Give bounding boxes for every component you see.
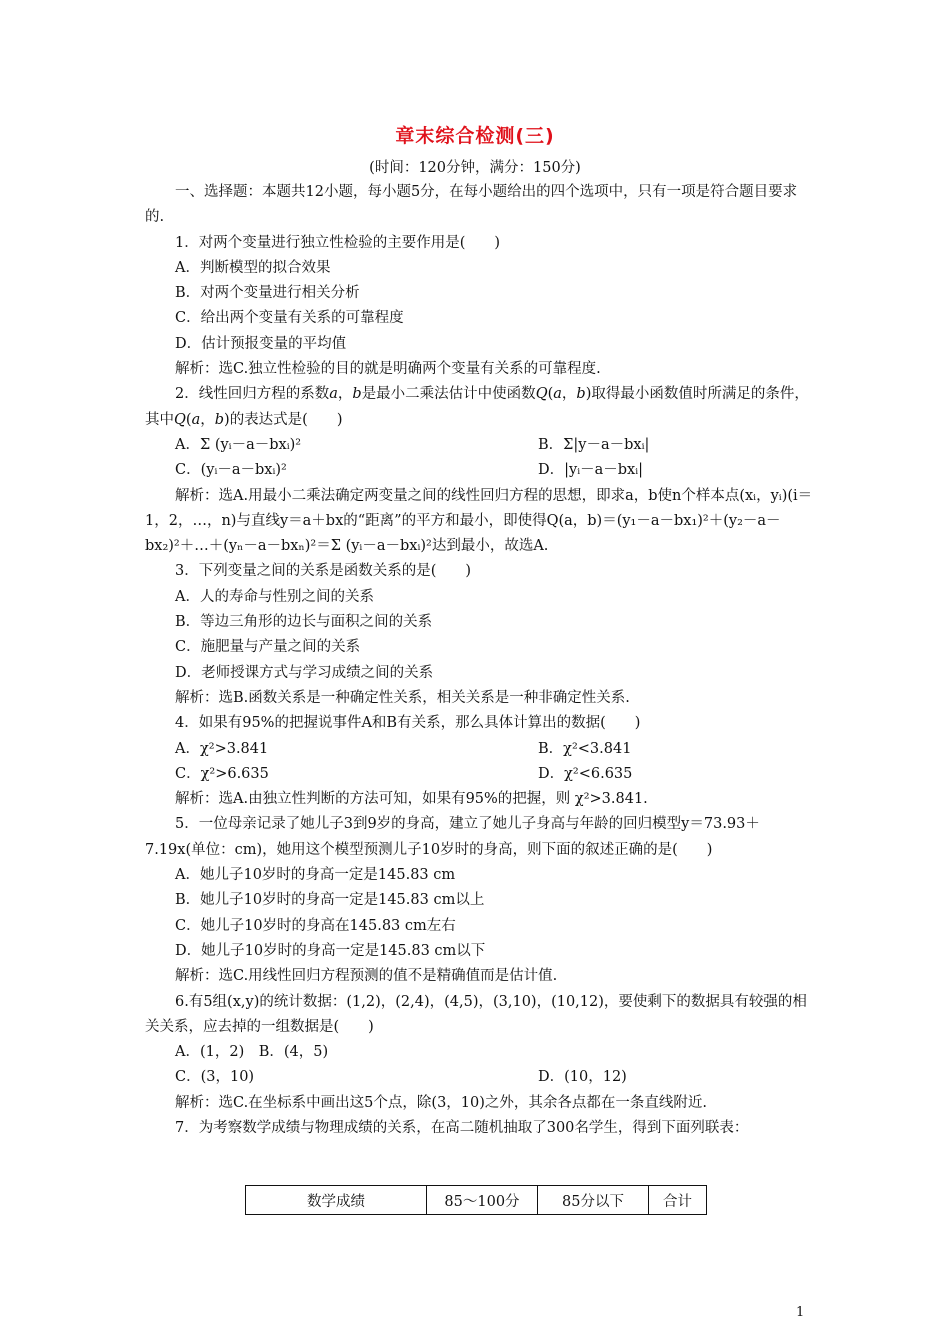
q1-option-d: D．估计预报变量的平均值 [175,335,347,352]
q1-analysis: 解析：选C.独立性检验的目的就是明确两个变量有关系的可靠程度. [175,361,601,378]
q4-option-a: A．χ²>3.841 [175,740,269,757]
section-intro: 一、选择题：本题共12小题，每小题5分，在每小题给出的四个选项中，只有一项是符合题目要求的. [145,184,798,226]
q6-stem: 6.有5组(x,y)的统计数据：(1,2)，(2,4)，(4,5)，(3,10)，(10,12)，要使剩下的数据具有较强的相关关系，应去掉的一组数据是( ) [145,993,807,1035]
q2-options-ab [145,433,813,458]
q1-option-a: A．判断模型的拟合效果 [175,259,331,276]
q5-option-a: A．她儿子10岁时的身高一定是145.83 cm [175,867,456,884]
q6-options-cd [145,1065,813,1090]
q3-option-c: C．施肥量与产量之间的关系 [175,639,361,656]
q4-option-b: B．χ²<3.841 [538,740,632,757]
q7-stem: 7．为考察数学成绩与物理成绩的关系，在高二随机抽取了300名学生，得到下面列联表： [175,1119,749,1136]
q6-options-ab: A．(1，2) B．(4，5) [175,1044,329,1061]
page-title: 章末综合检测(三) [395,125,555,147]
question-list [145,180,813,1141]
exam-info: (时间：120分钟，满分：150分) [369,160,581,176]
q4-options-cd [145,762,813,787]
q4-analysis: 解析：选A.由独立性判断的方法可知，如果有95%的把握，则 χ²>3.841. [175,791,648,808]
q3-option-a: A．人的寿命与性别之间的关系 [175,588,374,605]
q1-option-b: B．对两个变量进行相关分析 [175,285,360,302]
q2-option-a: A．Σ (yᵢ－a－bxᵢ)² [175,436,302,453]
q5-analysis: 解析：选C.用线性回归方程预测的值不是精确值而是估计值. [175,968,558,985]
contingency-table [245,1185,707,1215]
q6-analysis: 解析：选C.在坐标系中画出这5个点，除(3，10)之外，其余各点都在一条直线附近. [175,1094,708,1111]
q2-stem: 2．线性回归方程的系数a，b是最小二乘法估计中使函数Q(a，b)取得最小函数值时所满足的条件，其中Q(a，b)的表达式是( ) [145,386,809,428]
q1-stem: 1．对两个变量进行独立性检验的主要作用是( ) [175,234,501,251]
q1-option-c: C．给出两个变量有关系的可靠程度 [175,310,404,327]
q2-option-c: C．(yᵢ－a－bxᵢ)² [175,462,287,479]
q3-analysis: 解析：选B.函数关系是一种确定性关系，相关关系是一种非确定性关系. [175,689,630,706]
q2-analysis: 解析：选A.用最小二乘法确定两变量之间的线性回归方程的思想，即求a，b使n个样本点(xᵢ，yᵢ)(i＝1，2，…，n)与直线y＝a＋bx的“距离”的平方和最小，即使得Q(a，b)＝(y₁－a－bx₁)²＋(y₂－a－bx₂)²＋…＋(yₙ－a－bxₙ)²＝Σ (yᵢ－a－bxᵢ)²达到最小，故选A. [145,487,813,555]
q3-option-b: B．等边三角形的边长与面积之间的关系 [175,614,433,631]
q5-option-b: B．她儿子10岁时的身高一定是145.83 cm以上 [175,892,485,909]
q5-stem: 5．一位母亲记录了她儿子3到9岁的身高，建立了她儿子身高与年龄的回归模型y＝73.93＋7.19x(单位：cm)，她用这个模型预测儿子10岁时的身高，则下面的叙述正确的是( ) [145,816,760,858]
q4-option-c: C．χ²>6.635 [175,765,269,782]
table-header-cell: 85～100分 [427,1186,538,1215]
q4-option-d: D．χ²<6.635 [538,765,633,782]
q2-option-d: D．|yᵢ－a－bxᵢ| [538,462,644,479]
q4-options-ab [145,737,813,762]
q2-option-b: B．Σ|y－a－bxᵢ| [538,436,650,453]
q6-option-c: C．(3，10) [175,1069,255,1086]
q5-option-c: C．她儿子10岁时的身高在145.83 cm左右 [175,917,456,934]
table-header-cell: 数学成绩 [246,1186,427,1215]
q6-option-d: D．(10，12) [538,1069,627,1086]
table-header-row [246,1186,707,1215]
q4-stem: 4．如果有95%的把握说事件A和B有关系，那么具体计算出的数据( ) [175,715,641,732]
table-header-cell: 合计 [649,1186,707,1215]
page-number: 1 [796,1305,805,1320]
q5-option-d: D．她儿子10岁时的身高一定是145.83 cm以下 [175,942,486,959]
q3-option-d: D．老师授课方式与学习成绩之间的关系 [175,664,434,681]
q2-options-cd [145,458,813,483]
q3-stem: 3．下列变量之间的关系是函数关系的是( ) [175,563,472,580]
table-header-cell: 85分以下 [538,1186,649,1215]
